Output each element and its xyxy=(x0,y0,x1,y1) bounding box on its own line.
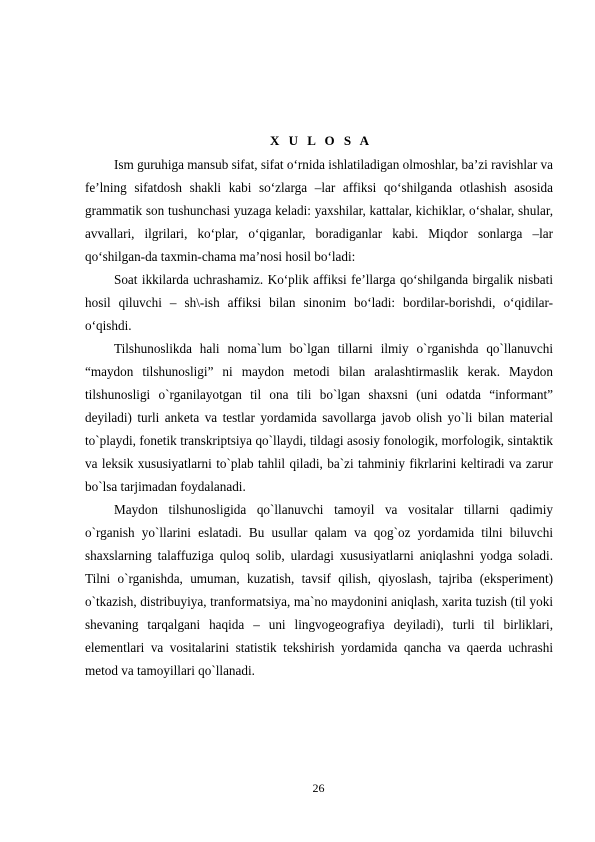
document-body xyxy=(85,133,553,682)
paragraph-2: Soat ikkilarda uchrashamiz. Koʻplik affiksi fe’llarga qoʻshilganda birgalik nisbati hosil qiluvchi – sh\-ish affiksi bilan sinonim boʻladi: bordilar-borishdi, oʻqidilar-oʻqishdi. xyxy=(85,272,553,333)
section-title: X U L O S A xyxy=(270,133,372,148)
paragraph-4: Maydon tilshunosligida qo`llanuvchi tamoyil va vositalar tillarni qadimiy o`rganish yo`llarini eslatadi. Bu usullar qalam va qog`oz yordamida tilni biluvchi shaxslarning talaffuziga quloq solib, ulardagi xususiyatlarni aniqlashni yodga soladi. Tilni o`rganishda, umuman, kuzatish, tavsif qilish, qiyoslash, tajriba (eksperiment) o`tkazish, distribuyiya, tranformatsiya, ma`no maydonini aniqlash, xarita tuzish (til yoki shevaning tarqalgani haqida – uni lingvogeografiya deyiladi), turli til birliklari, elementlari va vositalarini statistik tekshirish yordamida qancha va qaerda uchrashi metod va tamoyillari qo`llanadi. xyxy=(85,502,553,678)
paragraph-1: Ism guruhiga mansub sifat, sifat oʻrnida ishlatiladigan olmoshlar, ba’zi ravishlar va fe’lning sifatdosh shakli kabi soʻzlarga –lar affiksi qoʻshilganda otlashish asosida grammatik son tushunchasi yuzaga keladi: yaxshilar, kattalar, kichiklar, oʻshalar, shular, avvallari, ilgrilari, koʻplar, oʻqiganlar, boradiganlar kabi. Miqdor sonlarga –lar qoʻshilgan-da taxmin-chama ma’nosi hosil boʻladi: xyxy=(85,157,553,264)
paragraph-3: Tilshunoslikda hali noma`lum bo`lgan tillarni ilmiy o`rganishda qo`llanuvchi “maydon tilshunosligi” ni maydon metodi bilan aralashtirmaslik kerak. Maydon tilshunosligi o`rganilayotgan til ona tili bo`lgan shaxsni (uni odatda “informant” deyiladi) turli anketa va testlar yordamida savollarga javob olish yo`li bilan material to`playdi, fonetik transkriptsiya qo`llaydi, tildagi asosiy fonologik, morfologik, sintaktik va leksik xususiyatlarni to`plab tahlil qiladi, ba`zi tahminiy fikrlarini keltiradi va zarur bo`lsa tarjimadan foydalanadi. xyxy=(85,341,553,494)
page-number: 26 xyxy=(312,781,325,795)
